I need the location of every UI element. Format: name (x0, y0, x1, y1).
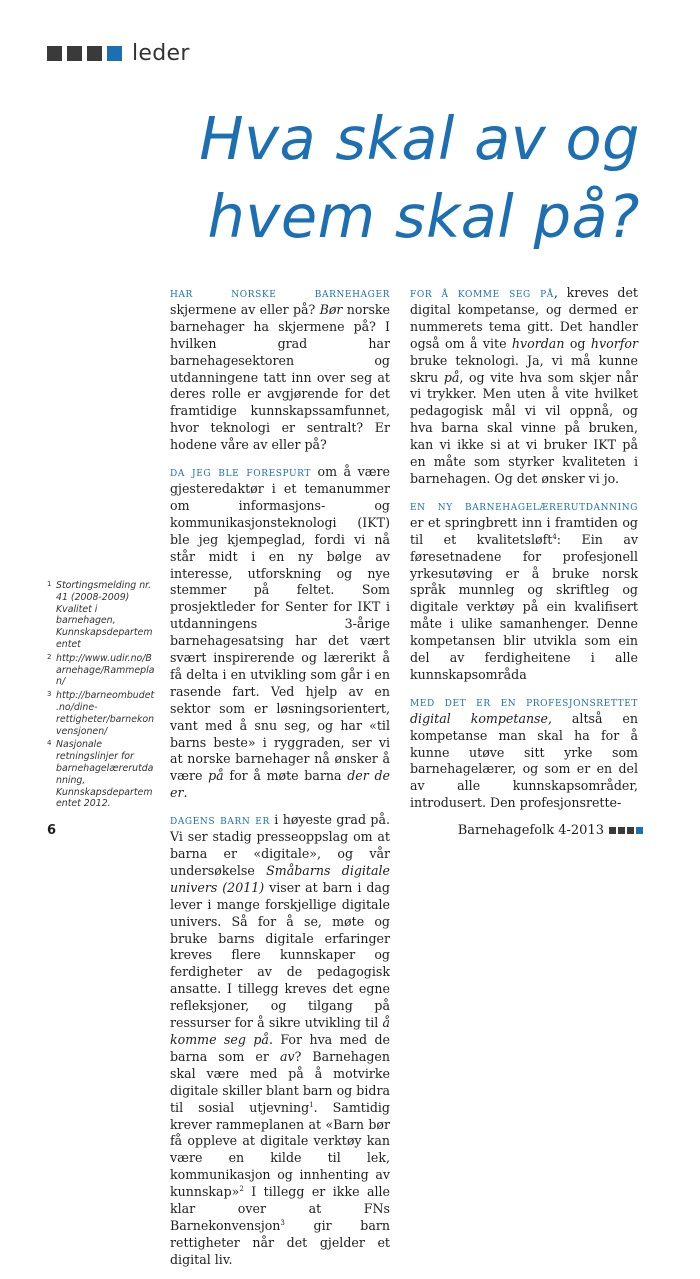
paragraph-lead: da jeg ble forespurt (170, 464, 312, 480)
footnotes (47, 580, 155, 812)
footnote-number: 1 (47, 580, 52, 588)
footnote (47, 580, 155, 651)
paragraph-text: er et springbrett inn i framtiden og til et kvalitetsløft (410, 514, 638, 547)
footnote-number: 4 (47, 739, 52, 748)
paragraph-text: om å være gjesteredaktør i et temanummer om informasjons- og kommunikasjonsteknologi (IKT) ble jeg kjempeglad, fordi vi nå står midt i en ny bølge av interesse, utforskning og nye stemmer på feltet. Som prosjektleder for Senter for IKT i utdanningens 3-årige barnehagesatsing har det vært svært inspirerende og lærerikt å få delta i en utvikling som går i en rasende fart. Ved hjelp av en sektor som er løsningsorientert, vant med å snu seg, og har «til barns beste» i ryggraden, ser vi at norske barnehager nå ønsker å være (170, 464, 390, 784)
square-icon (618, 827, 625, 834)
blue-square-icon (636, 827, 643, 834)
paragraph-5 (410, 498, 638, 684)
paragraph-text: I tillegg er ikke alle klar over at FNs Barnekonvensjon (170, 1184, 390, 1233)
square-icon (87, 46, 102, 61)
footnote-text: http://www.udir.no/Barnehage/Rammeplan/ (56, 652, 155, 688)
paragraph-text: bruke teknologi. Ja, vi må kunne skru (410, 352, 638, 385)
footnote (47, 739, 155, 810)
section-header (47, 40, 190, 66)
headline (199, 100, 640, 256)
paragraph-emphasis: på (208, 768, 224, 784)
paragraph-lead: for å komme seg på (410, 285, 554, 300)
footer-publication (458, 823, 643, 838)
footnote-ref: 2 (239, 1184, 244, 1193)
square-icon (67, 46, 82, 61)
footnote-text: http://barneombudet.no/dine-rettigheter/barnekonvensjonen/ (56, 690, 155, 737)
paragraph-text: for å møte barna (223, 768, 348, 784)
paragraph-text: viser at barn i dag lever i mange forskjellige digitale univers. Så for å se, møte og bruke barns digitale erfaringer kreves flere kunnskaper og ferdigheter av de pedagogisk ansatte. I tillegg kreves det egne refleksjoner, og tilgang på ressurser for å sikre utvikling til (170, 879, 390, 1031)
paragraph-text: : Ein av føresetnadene for profesjonell yrkesutøving er å bruke norsk språk munnleg og skriftleg og digitale verktøy på ein kvalifisert måte i ulike samanhenger. Denne kompetansen blir utvikla som ein del av ferdigheitene i alle kunnskapsområda (410, 531, 638, 682)
headline-line-2: hvem skal på? (207, 182, 640, 251)
paragraph-emphasis: hvorfor (590, 335, 638, 351)
section-label: leder (132, 40, 190, 66)
paragraph-text: skjermene av eller på? (170, 301, 320, 317)
paragraph-lead: med det er en profesjonsrettet (410, 693, 638, 709)
article-column-2 (410, 285, 638, 822)
page-footer (47, 820, 643, 840)
paragraph-4 (410, 285, 638, 488)
footnote (47, 653, 155, 688)
paragraph-3 (170, 812, 390, 1268)
paragraph-emphasis: Bør (319, 301, 343, 317)
paragraph-emphasis: der de er (170, 768, 390, 801)
paragraph-emphasis: på (443, 369, 460, 385)
paragraph-2 (170, 464, 390, 802)
square-icon (609, 827, 616, 834)
paragraph-emphasis: Småbarns digitale univers (2011) (170, 862, 390, 895)
paragraph-text: , altså en kompetanse man skal ha for å kunne utøve sitt yrke som barnehagelærer, og som er en del av alle kunnskapsområder, introdusert. Den profesjonsrette- (410, 710, 638, 811)
article-column-1 (170, 285, 390, 1279)
footnote-ref: 3 (280, 1218, 285, 1227)
paragraph-text: . (183, 785, 188, 801)
footnote-number: 2 (47, 652, 52, 661)
footnote-number: 3 (47, 690, 52, 699)
paragraph-emphasis: digital kompetanse (410, 710, 548, 726)
square-icon (627, 827, 634, 834)
footnote (47, 690, 155, 737)
paragraph-text: . Samtidig krever rammeplanen at «Barn bør få oppleve at digitale verktøy kan være en kilde til lek, kommunikasjon og innhenting av kunnskap» (170, 1099, 390, 1200)
paragraph-text: , og vite hva som skjer når vi trykker. Men uten å vite hvilket pedagogisk mål vi vil oppnå, og hva barna skal vinne på bruken, kan vi ikke si at vi bruker IKT på en måte som styrker kvaliteten i barnehagen. Og det ønsker vi jo. (410, 369, 639, 486)
paragraph-1 (170, 285, 390, 454)
paragraph-text: . For hva med de barna som er (170, 1031, 391, 1064)
footnote-ref: 1 (309, 1100, 314, 1109)
paragraph-emphasis: å komme seg på (170, 1015, 390, 1047)
publication-name: Barnehagefolk 4-2013 (457, 822, 604, 838)
paragraph-lead: en ny barnehagelærerutdanning (410, 497, 638, 513)
paragraph-lead: har norske barnehager (170, 285, 390, 300)
paragraph-text: ? Barnehagen skal være med på å motvirke digitale skiller blant barn og bidra til sosial utjevning (170, 1048, 390, 1115)
paragraph-6 (410, 694, 638, 812)
headline-line-1: Hva skal av og (199, 104, 640, 173)
footnote-ref: 4 (552, 532, 557, 541)
footnote-text: Nasjonale retningslinjer for barnehagelærerutdanning, Kunnskapsdepartementet 2012. (56, 739, 154, 810)
paragraph-emphasis: av (279, 1048, 295, 1064)
square-icon (47, 46, 62, 61)
paragraph-text: gir barn rettigheter når det gjelder et digital liv. (170, 1217, 390, 1267)
paragraph-text: norske barnehager ha skjermene på? I hvilken grad har barnehagesektoren og utdanningene tatt inn over seg at deres rolle er avgjørende for det framtidige kunnskapssamfunnet, hvor teknologi er sentralt? Er hodene våre av eller på? (170, 301, 391, 453)
paragraph-text: i høyeste grad på. Vi ser stadig presseoppslag om at barna er «digitale», og vår undersøkelse (170, 812, 390, 878)
page-number: 6 (47, 822, 57, 838)
paragraph-emphasis: hvordan (511, 335, 565, 351)
paragraph-lead: dagens barn er (170, 812, 270, 828)
paragraph-text: og (564, 335, 591, 351)
paragraph-text: , kreves det digital kompetanse, og dermed er nummerets tema gitt. Det handler også om å vite (410, 285, 638, 351)
footnote-text: Stortingsmelding nr. 41 (2008-2009) Kvalitet i barnehagen, Kunnskapsdepartementet (56, 580, 153, 650)
blue-square-icon (107, 46, 122, 61)
